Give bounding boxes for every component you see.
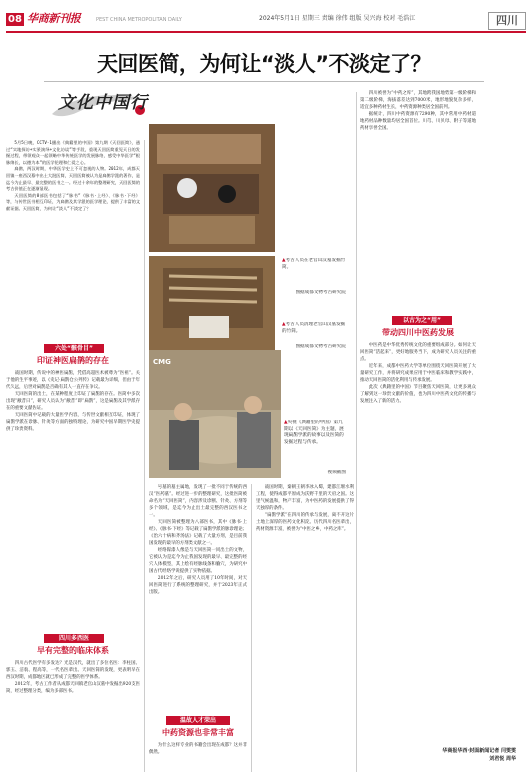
section-subhead: 中药资源也非常丰富 [162, 728, 234, 737]
body-para: 据统计，四川中药资源有7290种，其中常用中药材道地药材品种数量均居全国首位。川芎、川贝母、附子等道地药材享誉全国。 [360, 112, 476, 131]
body-para: 四川古代医学有多发达？光是汉代，就出了多位名医：李柱国、郭玉、涪翁、程高等，一代名医辈出。天回医简的发现，更表明早在西汉时期，成都地区就已形成了完整的医学体系。 [6, 661, 140, 680]
photo-credit: 视频截图 [327, 470, 346, 475]
body-para: 此次《典籍里的中国》节目聚焦天回医简，让更多观众了解到这一珍贵文献的价值，也为四川中医药文化的传播与发展注入了新的活力。 [360, 385, 476, 404]
body-para: 2012年，考古工作者从成都天回镇老官山汉墓中发掘出920支医简，经过整理分类，编为多部医书。 [6, 682, 140, 694]
body-para: 为什么这样专业的书籍会出现在成都？这并非偶然。 [149, 743, 247, 755]
photo-caption: ▲考古人员清理老官山汉墓发掘的竹简。 [282, 322, 346, 334]
photo-bamboo-slips [149, 256, 275, 350]
body-para: 天回医简的出土，在某种程度上印证了扁鹊的存在。医简中多次出现“敝昔曰”，研究人员认为“敝昔”即“扁鹊”，这是扁鹊及其学派存在的重要文献佐证。 [6, 392, 140, 411]
byline: 华商报华西·封面新闻记者 闫雯雯 [442, 748, 516, 754]
intro-block [6, 140, 140, 335]
masthead: 华商新刊报 [27, 12, 81, 25]
section-label: 四川 [488, 12, 526, 30]
middle-column [149, 484, 247, 710]
section-subhead: 带动四川中医药发展 [382, 328, 454, 337]
body-para: 天回医简被整理为八部医书，其中《脉书·上经》、《脉书·下经》等记载了扁鹊学派的脉诊理论；《治六十病和齐汤法》记载了大量方剂，是目前我国发现的最早的方剂类文献之一。 [149, 520, 247, 546]
section-body [149, 742, 247, 772]
body-para: 2012年之后，研究人员用了10年时间，对天回医简进行了系统的整理研究，并于2023年正式出版。 [149, 576, 247, 595]
photo-caption: ▲考古人员在老官山汉墓发掘竹简。 [282, 258, 346, 270]
page-title: 天回医简，为何让“淡人”不淡定了？ [96, 52, 432, 76]
body-para: 中医药是中华优秀传统文化的重要组成部分。如何让天回医简“活起来”，更好地服务当下，成为研究人员关注的重点。 [360, 343, 476, 362]
body-para: 近年来，成都中医药大学等单位围绕天回医简开展了大量研究工作，并将研究成果应用于中医临床和教学实践中，推动天回医简的活化利用与传承发展。 [360, 364, 476, 383]
body-para: 经络髹漆人像是与天回医简一同出土的文物，它被认为是迄今为止我国发现的最早、最完整的经穴人体模型，其上绘有经脉线条和腧穴，为研究中国古代经络学说提供了实物依据。 [149, 548, 247, 574]
header-meta: 2024年5月1日 星期三 责编 徐伟 组版 吴兴海 校对 毛浩江 [259, 15, 416, 22]
header-rule [6, 31, 526, 33]
column-divider [251, 484, 252, 772]
column-art-title: 文化中国行 [58, 93, 148, 113]
column-art [48, 84, 156, 124]
section-subhead: 印证神医扁鹊的存在 [37, 356, 109, 365]
page-number: 08 [6, 13, 24, 26]
section-kicker: 六处“骸骨目” [44, 344, 104, 353]
body-para: 战国时期，秦朝王朝李冰入蜀，建都江堰水利工程，使得成都平原成为沃野千里的天府之国。这里气候温和，物产丰富，为中医药的发展提供了得天独厚的条件。 [256, 485, 354, 511]
intro-para: 扁鹊，两汉时期，中华医学史上不可忽视的人物。2012年，成都天回镇一座西汉墓中出土大批医简，天回医简被认为是扁鹊学派的著作，是迄今为止最早、最完整的医书之一。经过十余年的整理研究，天回医简的考古价值正在逐渐显现。 [6, 166, 140, 192]
right-column [360, 90, 476, 312]
photo-excavation [149, 124, 275, 252]
body-para: “扁鹊学派”在四川的传承与发展，离不开这片土地上深厚的医药文化积淀。历代四川名医辈出，药材资源丰富，被誉为“中医之乡，中药之库”。 [256, 513, 354, 532]
section-kicker: 温故人才荣出 [166, 716, 230, 725]
photo-credit: 图据成都文物考古研究院 [295, 290, 346, 295]
section-kicker: 四川多西医 [44, 634, 104, 643]
photo-credit: 图据成都文物考古研究院 [295, 344, 346, 349]
title-divider [44, 81, 484, 82]
intro-para: 5月5日晚，CCTV-1播出《典籍里的中国》第九期《天回医简》，通过“实地探访+实景演绎+文化访谈”等手段，重现天回医简重见天日的发掘过程，带领观众一起领略中华传统医学的发展脉络，感受中华医学“根脉绵长，以德为本”的医学伦理和仁爱之心。 [6, 140, 140, 165]
section-body [6, 370, 140, 632]
byline: 刘君悦 周华 [489, 756, 516, 762]
page-header [0, 0, 529, 35]
masthead-subtitle: PEST CHINA METROPOLITAN DAILY [96, 17, 182, 23]
column-divider [356, 92, 357, 772]
channel-badge: CMG [153, 358, 171, 366]
body-para: 号墓的墓主属地，发现了一批不同于传统的西汉“医药墓”。经过进一步的整理研究，这批医简被命名为“天回医简”，内容涉及诊断、针灸、方剂等多个领域，是迄今为止出土最完整的西汉医书之一。 [149, 485, 247, 518]
photo-tv-still [149, 350, 281, 478]
body-para: 战国时期，传说中的神医扁鹊，凭借高超医术被尊为“医祖”。关于他的生平事迹，以《史记·扁鹊仓公列传》记载最为详细，但由于年代久远，后世对扁鹊是否确有其人一直存在争议。 [6, 371, 140, 390]
section-body [6, 660, 140, 772]
section-body [360, 342, 476, 744]
column-divider [144, 140, 145, 772]
photo-caption: ▲央视《典籍里的中国》第九期以《天回医简》为主题，展现扁鹊学派的故事以及医简的发掘过程与传承。 [284, 420, 344, 445]
section-kicker: 以古为之“用” [392, 316, 452, 325]
right-middle-column [256, 484, 354, 772]
body-para: 四川被誉为“中药之库”，其地跨我国地势第一级阶梯和第二级阶梯，海拔落差达到7000米，地形地貌复杂多样，适宜多种药材生长，中药资源种类居全国前列。 [360, 91, 476, 110]
section-subhead: 早有完整的临床体系 [37, 646, 109, 655]
intro-para: 天回医简的8部医书包括了“脉书”《脉书·上经》、《脉书·下经》等，与传世医书相互印证，为扁鹊及其学派的医学理论，提供了丰富的文献证据。天回医简，为何让“淡人”不淡定了？ [6, 192, 140, 211]
body-para: 天回医简中记载的大量医学内容，与传世文献相互印证，体现了扁鹊学派在诊脉、针灸等方面的独特理论，为研究中国早期医学史提供了珍贵资料。 [6, 413, 140, 432]
